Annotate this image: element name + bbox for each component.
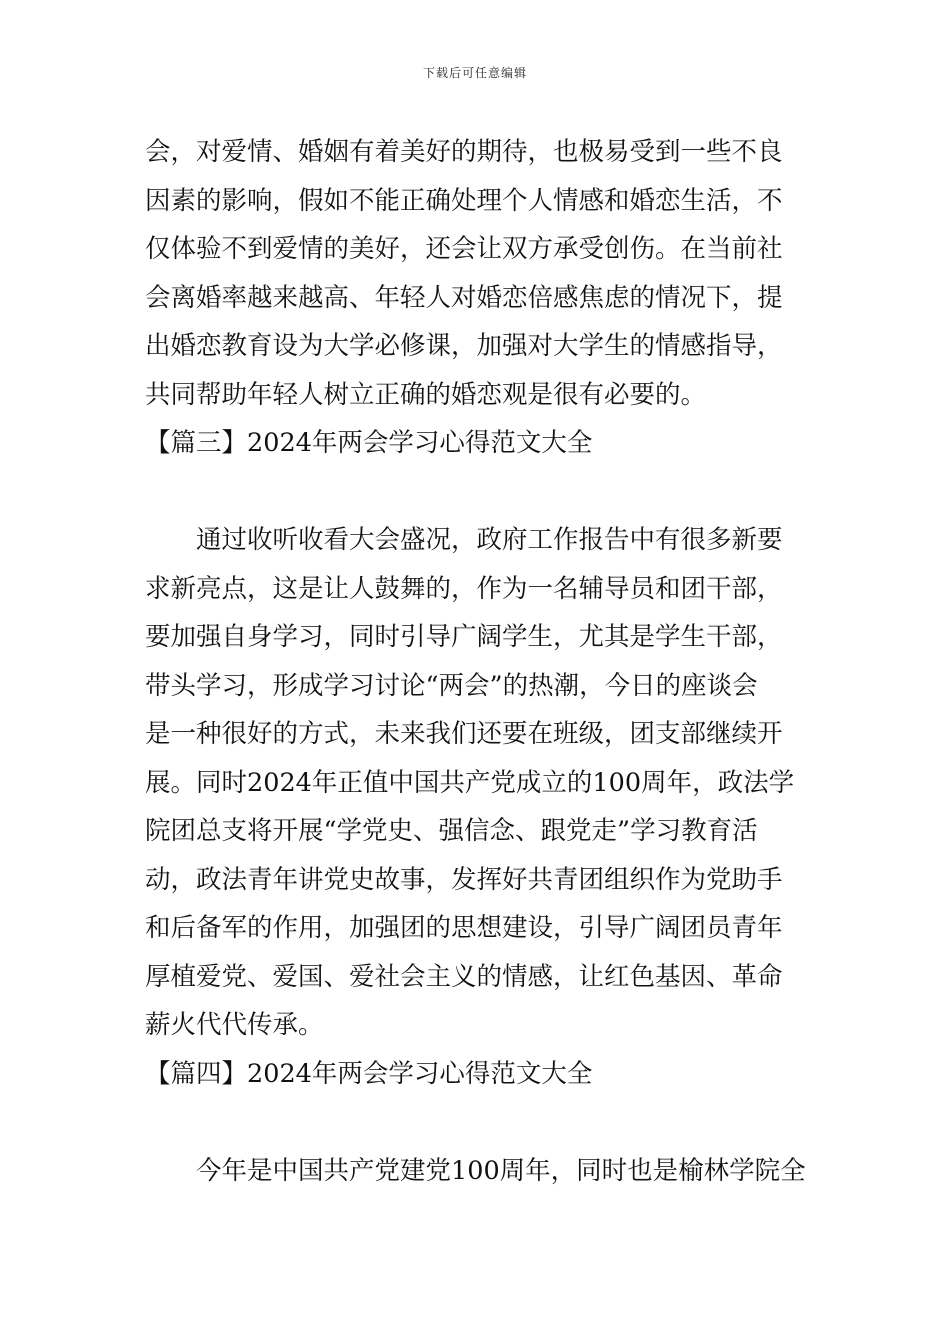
section-3-heading: 【篇三】2024年两会学习心得范文大全 xyxy=(145,428,593,458)
text-line: 薪火代代传承。 xyxy=(145,1010,324,1040)
text-line: 共同帮助年轻人树立正确的婚恋观是很有必要的。 xyxy=(145,379,707,410)
text-line: 动，政法青年讲党史故事，发挥好共青团组织作为党助手 xyxy=(145,864,783,895)
section-4-heading: 【篇四】2024年两会学习心得范文大全 xyxy=(145,1058,593,1089)
text-line: 求新亮点，这是让人鼓舞的，作为一名辅导员和团干部， xyxy=(145,573,783,604)
text-line: 会离婚率越来越高、年轻人对婚恋倍感焦虑的情况下，提 xyxy=(145,282,783,313)
paragraph-section-3 xyxy=(145,516,810,1050)
blank-line xyxy=(145,1098,810,1147)
blank-line xyxy=(145,468,810,517)
document-body xyxy=(145,128,810,1195)
text-line: 带头学习，形成学习讨论“两会”的热潮，今日的座谈会 xyxy=(145,670,758,701)
text-line: 今年是中国共产党建党100周年，同时也是榆林学院全 xyxy=(196,1155,806,1186)
text-line: 出婚恋教育设为大学必修课，加强对大学生的情感指导， xyxy=(145,331,783,361)
text-line: 仅体验不到爱情的美好，还会让双方承受创伤。在当前社 xyxy=(145,234,783,264)
paragraph-1 xyxy=(145,128,810,419)
text-line: 院团总支将开展“学党史、强信念、跟党走”学习教育活 xyxy=(145,816,758,846)
text-line: 厚植爱党、爱国、爱社会主义的情感，让红色基因、革命 xyxy=(145,961,783,992)
text-line: 因素的影响，假如不能正确处理个人情感和婚恋生活，不 xyxy=(145,185,783,216)
text-line: 要加强自身学习，同时引导广阔学生，尤其是学生干部， xyxy=(145,622,783,652)
text-line: 会，对爱情、婚姻有着美好的期待，也极易受到一些不良 xyxy=(145,137,783,167)
paragraph-section-4 xyxy=(145,1147,810,1196)
text-line: 是一种很好的方式，未来我们还要在班级，团支部继续开 xyxy=(145,719,783,749)
text-line: 和后备军的作用，加强团的思想建设，引导广阔团员青年 xyxy=(145,913,783,943)
page-header: 下载后可任意编辑 xyxy=(422,66,527,80)
text-line: 通过收听收看大会盛况，政府工作报告中有很多新要 xyxy=(196,525,783,555)
text-line: 展。同时2024年正值中国共产党成立的100周年，政法学 xyxy=(145,767,795,798)
